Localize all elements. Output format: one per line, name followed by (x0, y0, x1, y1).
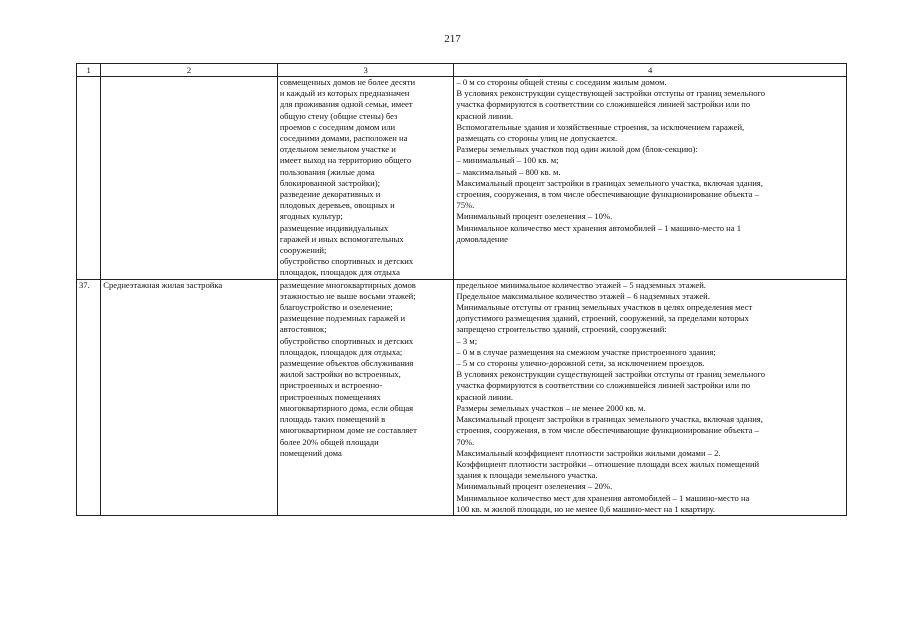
text-line: отдельном земельном участке и (279, 144, 396, 155)
text-line: пристроенных и встроенно- (279, 380, 383, 391)
text-line: В условиях реконструкции существующей застройки отступы от границ земельного (456, 88, 766, 99)
text-line: площадок, площадок для отдыха (279, 267, 400, 278)
text-line: – 0 м со стороны общей стены с соседним жилым домом. (456, 77, 667, 87)
text-line: строения, сооружения, в том числе обеспечивающие функционирование объекта – (456, 425, 759, 436)
text-line: плодовых деревьев, овощных и (279, 200, 395, 211)
text-line: Размеры земельных участков под один жилой дом (блок-секцию): (456, 144, 698, 155)
text-line: многоквартирном доме не составляет (279, 425, 417, 436)
text-line: имеет выход на территорию общего (279, 155, 412, 166)
text-line: благоустройство и озеленение; (279, 302, 393, 313)
text-line: 70%. (456, 436, 475, 447)
text-line: помещений дома (279, 447, 342, 458)
text-line: запрещено строительство зданий, строений, сооружений: (456, 324, 667, 335)
text-line: предельное минимальное количество этажей – 5 надземных этажей. (456, 279, 706, 290)
text-line: 75%. (456, 200, 475, 211)
text-line: соседними домами, расположен на (279, 133, 408, 144)
text-line: ягодных культур; (279, 211, 343, 222)
text-line: допустимого размещения зданий, строений, сооружений, за пределами которых (456, 313, 749, 324)
text-line: – 5 м со стороны улично-дорожной сети, за исключением проездов. (456, 358, 705, 369)
text-line: участка формируются в соответствии со сложившейся линией застройки или по (456, 380, 751, 391)
text-line: совмещенных домов не более десяти (279, 77, 416, 87)
text-line: многоквартирного дома, если общая (279, 402, 414, 413)
page-number: 217 (444, 33, 461, 45)
text-line: строения, сооружения, в том числе обеспечивающие функционирование объекта – (456, 189, 759, 200)
text-line: пользования (жилые дома (279, 166, 375, 177)
table-row (77, 279, 847, 515)
text-line: размещение объектов обслуживания (279, 358, 414, 369)
text-line: размещение подземных гаражей и (279, 313, 406, 324)
text-line: более 20% общей площади (279, 436, 379, 447)
text-line: 100 кв. м жилой площади, но не менее 0,6 машино-мест на 1 квартиру. (456, 503, 716, 514)
text-line: – 0 м в случае размещения на смежном участке пристроенного здания; (456, 346, 716, 357)
text-line: Минимальный процент озеленения – 20%. (456, 481, 613, 492)
text-line: этажностью не выше восьми этажей; (279, 290, 416, 301)
text-line: для проживания одной семьи, имеет (279, 99, 413, 110)
text-line: Максимальный процент застройки в границах земельного участка, включая здания, (456, 177, 763, 188)
text-line: – максимальный – 800 кв. м. (456, 166, 561, 177)
row-number-cell (77, 77, 101, 280)
text-line: пристроенных помещениях (279, 391, 381, 402)
table-row (77, 77, 847, 280)
permitted-use-cell (277, 279, 454, 515)
text-line: общую стену (общие стены) без (279, 110, 398, 121)
text-line: площадь таких помещений в (279, 414, 386, 425)
text-line: и каждый из которых предназначен (279, 88, 410, 99)
text-line: жилой застройки во встроенных, (279, 369, 401, 380)
header-col-3: 3 (277, 64, 454, 77)
text-line: сооружений; (279, 245, 327, 256)
text-line: Минимальные отступы от границ земельных участков в целях определения мест (456, 302, 753, 313)
text-line: автостоянок; (279, 324, 327, 335)
header-col-2: 2 (101, 64, 278, 77)
text-line: красной линии. (456, 110, 513, 121)
text-line: обустройство спортивных и детских (279, 256, 414, 267)
permitted-use-cell (277, 77, 454, 280)
text-line: здания к площади земельного участка. (456, 470, 598, 481)
text-line: размещение индивидуальных (279, 222, 389, 233)
text-line: Коэффициент плотности застройки – отношение площади всех жилых помещений (456, 458, 760, 469)
text-line: Минимальный процент озеленения – 10%. (456, 211, 613, 222)
text-line: красной линии. (456, 391, 513, 402)
text-line: – минимальный – 100 кв. м; (456, 155, 559, 166)
text-line: обустройство спортивных и детских (279, 335, 414, 346)
text-line: проемов с соседним домом или (279, 121, 396, 132)
text-line: В условиях реконструкции существующей застройки отступы от границ земельного (456, 369, 766, 380)
text-line: участка формируются в соответствии со сложившейся линией застройки или по (456, 99, 751, 110)
header-col-1: 1 (77, 64, 101, 77)
text-line: – 3 м; (456, 335, 478, 346)
text-line: блокированной застройки); (279, 177, 381, 188)
text-line: Минимальное количество мест хранения автомобилей – 1 машино-место на 1 (456, 222, 742, 233)
header-row (77, 64, 847, 77)
regulations-table (76, 63, 847, 516)
parameters-cell (454, 77, 847, 280)
text-line: Предельное максимальное количество этажей – 6 надземных этажей. (456, 290, 710, 301)
text-line: Максимальный процент застройки в границах земельного участка, включая здания, (456, 414, 763, 425)
text-line: размещение многоквартирных домов (279, 279, 416, 290)
header-col-4: 4 (454, 64, 847, 77)
text-line: разведение декоративных и (279, 189, 381, 200)
text-line: гаражей и иных вспомогательных (279, 233, 404, 244)
zone-name-cell (101, 77, 278, 280)
zone-name-cell: Среднеэтажная жилая застройка (101, 279, 278, 515)
text-line: Размеры земельных участков – не менее 2000 кв. м. (456, 402, 646, 413)
text-line: Вспомогательные здания и хозяйственные строения, за исключением гаражей, (456, 121, 745, 132)
text-line: домовладение (456, 233, 508, 244)
text-line: Максимальный коэффициент плотности застройки жилыми домами – 2. (456, 447, 721, 458)
text-line: площадок, площадок для отдыха; (279, 346, 403, 357)
text-line: размещать со стороны улиц не допускается. (456, 133, 618, 144)
text-line: Минимальное количество мест для хранения автомобилей – 1 машино-место на (456, 492, 750, 503)
parameters-cell (454, 279, 847, 515)
row-number-cell: 37. (77, 279, 101, 515)
